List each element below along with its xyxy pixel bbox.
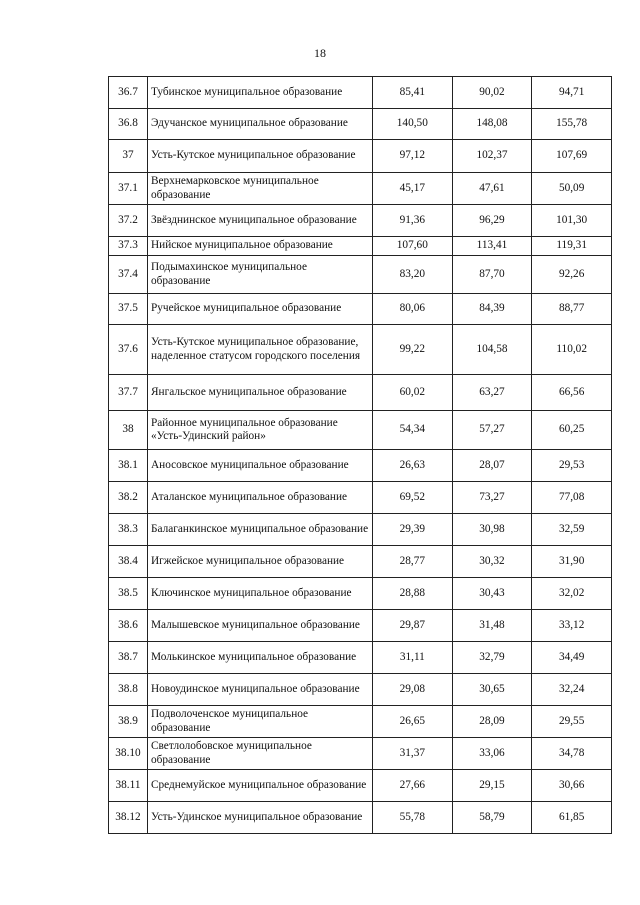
table-row — [109, 237, 612, 256]
value-3: 31,90 — [532, 546, 612, 578]
value-2: 29,15 — [452, 770, 532, 802]
value-3: 107,69 — [532, 140, 612, 173]
value-2: 84,39 — [452, 294, 532, 325]
value-2: 30,32 — [452, 546, 532, 578]
value-1: 28,88 — [373, 578, 453, 610]
value-1: 26,65 — [373, 706, 453, 738]
municipality-name: Аталанское муниципальное образование — [148, 482, 373, 514]
value-3: 34,49 — [532, 642, 612, 674]
municipality-name: Районное муниципальное образование «Усть-Удинский район» — [148, 411, 373, 450]
value-3: 110,02 — [532, 325, 612, 375]
row-number: 37.7 — [109, 375, 148, 411]
value-2: 57,27 — [452, 411, 532, 450]
row-number: 38.1 — [109, 450, 148, 482]
municipality-name: Ручейское муниципальное образование — [148, 294, 373, 325]
municipality-name: Янгальское муниципальное образование — [148, 375, 373, 411]
municipality-name: Верхнемарковское муниципальное образование — [148, 173, 373, 205]
municipality-name: Молькинское муниципальное образование — [148, 642, 373, 674]
table-row — [109, 642, 612, 674]
value-2: 30,65 — [452, 674, 532, 706]
row-number: 37 — [109, 140, 148, 173]
row-number: 38.11 — [109, 770, 148, 802]
value-1: 29,39 — [373, 514, 453, 546]
municipality-name: Тубинское муниципальное образование — [148, 77, 373, 109]
municipality-name: Светлолобовское муниципальное образование — [148, 738, 373, 770]
municipality-name: Среднемуйское муниципальное образование — [148, 770, 373, 802]
table-row — [109, 770, 612, 802]
row-number: 37.1 — [109, 173, 148, 205]
value-2: 148,08 — [452, 109, 532, 140]
value-2: 104,58 — [452, 325, 532, 375]
value-1: 85,41 — [373, 77, 453, 109]
value-2: 28,07 — [452, 450, 532, 482]
value-3: 92,26 — [532, 256, 612, 294]
municipality-name: Подымахинское муниципальное образование — [148, 256, 373, 294]
value-1: 69,52 — [373, 482, 453, 514]
value-3: 34,78 — [532, 738, 612, 770]
row-number: 37.6 — [109, 325, 148, 375]
value-3: 77,08 — [532, 482, 612, 514]
table-row — [109, 411, 612, 450]
table-row — [109, 140, 612, 173]
value-2: 90,02 — [452, 77, 532, 109]
value-3: 94,71 — [532, 77, 612, 109]
municipality-name: Усть-Кутское муниципальное образование, наделенное статусом городского поселения — [148, 325, 373, 375]
value-1: 27,66 — [373, 770, 453, 802]
data-table — [108, 76, 612, 834]
value-3: 50,09 — [532, 173, 612, 205]
table-row — [109, 738, 612, 770]
value-3: 32,24 — [532, 674, 612, 706]
value-2: 32,79 — [452, 642, 532, 674]
row-number: 37.5 — [109, 294, 148, 325]
municipality-name: Малышевское муниципальное образование — [148, 610, 373, 642]
table-row — [109, 173, 612, 205]
value-2: 73,27 — [452, 482, 532, 514]
value-3: 32,02 — [532, 578, 612, 610]
value-3: 32,59 — [532, 514, 612, 546]
row-number: 36.7 — [109, 77, 148, 109]
value-2: 113,41 — [452, 237, 532, 256]
table-row — [109, 610, 612, 642]
value-3: 29,53 — [532, 450, 612, 482]
municipality-name: Аносовское муниципальное образование — [148, 450, 373, 482]
value-2: 102,37 — [452, 140, 532, 173]
row-number: 37.4 — [109, 256, 148, 294]
row-number: 38.4 — [109, 546, 148, 578]
value-2: 58,79 — [452, 802, 532, 834]
value-2: 30,43 — [452, 578, 532, 610]
table-row — [109, 578, 612, 610]
municipality-name: Игжейское муниципальное образование — [148, 546, 373, 578]
municipality-name: Ключинское муниципальное образование — [148, 578, 373, 610]
row-number: 37.2 — [109, 205, 148, 237]
value-3: 119,31 — [532, 237, 612, 256]
row-number: 38.5 — [109, 578, 148, 610]
value-1: 29,08 — [373, 674, 453, 706]
value-2: 47,61 — [452, 173, 532, 205]
table-row — [109, 375, 612, 411]
value-2: 87,70 — [452, 256, 532, 294]
table-row — [109, 482, 612, 514]
table-row — [109, 205, 612, 237]
value-3: 101,30 — [532, 205, 612, 237]
value-3: 155,78 — [532, 109, 612, 140]
table-row — [109, 514, 612, 546]
municipality-name: Усть-Удинское муниципальное образование — [148, 802, 373, 834]
value-1: 28,77 — [373, 546, 453, 578]
value-1: 60,02 — [373, 375, 453, 411]
municipality-name: Нийское муниципальное образование — [148, 237, 373, 256]
table-row — [109, 77, 612, 109]
table-row — [109, 674, 612, 706]
page-number: 18 — [314, 46, 326, 60]
value-2: 28,09 — [452, 706, 532, 738]
value-2: 30,98 — [452, 514, 532, 546]
row-number: 38.10 — [109, 738, 148, 770]
value-1: 140,50 — [373, 109, 453, 140]
value-1: 107,60 — [373, 237, 453, 256]
table-row — [109, 706, 612, 738]
table-row — [109, 294, 612, 325]
value-1: 54,34 — [373, 411, 453, 450]
municipality-name: Звёзднинское муниципальное образование — [148, 205, 373, 237]
value-3: 88,77 — [532, 294, 612, 325]
municipality-name: Балаганкинское муниципальное образование — [148, 514, 373, 546]
value-1: 29,87 — [373, 610, 453, 642]
municipality-name: Новоудинское муниципальное образование — [148, 674, 373, 706]
table-row — [109, 450, 612, 482]
value-3: 66,56 — [532, 375, 612, 411]
value-3: 29,55 — [532, 706, 612, 738]
value-1: 80,06 — [373, 294, 453, 325]
table-row — [109, 109, 612, 140]
value-2: 96,29 — [452, 205, 532, 237]
value-1: 26,63 — [373, 450, 453, 482]
value-2: 33,06 — [452, 738, 532, 770]
row-number: 38.6 — [109, 610, 148, 642]
value-1: 83,20 — [373, 256, 453, 294]
row-number: 37.3 — [109, 237, 148, 256]
value-1: 31,11 — [373, 642, 453, 674]
value-3: 60,25 — [532, 411, 612, 450]
municipality-name: Подволоченское муниципальное образование — [148, 706, 373, 738]
value-3: 61,85 — [532, 802, 612, 834]
value-1: 55,78 — [373, 802, 453, 834]
value-3: 30,66 — [532, 770, 612, 802]
row-number: 38.7 — [109, 642, 148, 674]
row-number: 38.3 — [109, 514, 148, 546]
value-2: 63,27 — [452, 375, 532, 411]
row-number: 38.9 — [109, 706, 148, 738]
table-row — [109, 325, 612, 375]
value-2: 31,48 — [452, 610, 532, 642]
row-number: 38 — [109, 411, 148, 450]
value-1: 45,17 — [373, 173, 453, 205]
value-1: 31,37 — [373, 738, 453, 770]
municipality-name: Эдучанское муниципальное образование — [148, 109, 373, 140]
table-row — [109, 802, 612, 834]
value-1: 97,12 — [373, 140, 453, 173]
value-1: 91,36 — [373, 205, 453, 237]
table-row — [109, 546, 612, 578]
row-number: 38.8 — [109, 674, 148, 706]
row-number: 38.12 — [109, 802, 148, 834]
municipality-name: Усть-Кутское муниципальное образование — [148, 140, 373, 173]
row-number: 38.2 — [109, 482, 148, 514]
value-3: 33,12 — [532, 610, 612, 642]
table-row — [109, 256, 612, 294]
value-1: 99,22 — [373, 325, 453, 375]
row-number: 36.8 — [109, 109, 148, 140]
